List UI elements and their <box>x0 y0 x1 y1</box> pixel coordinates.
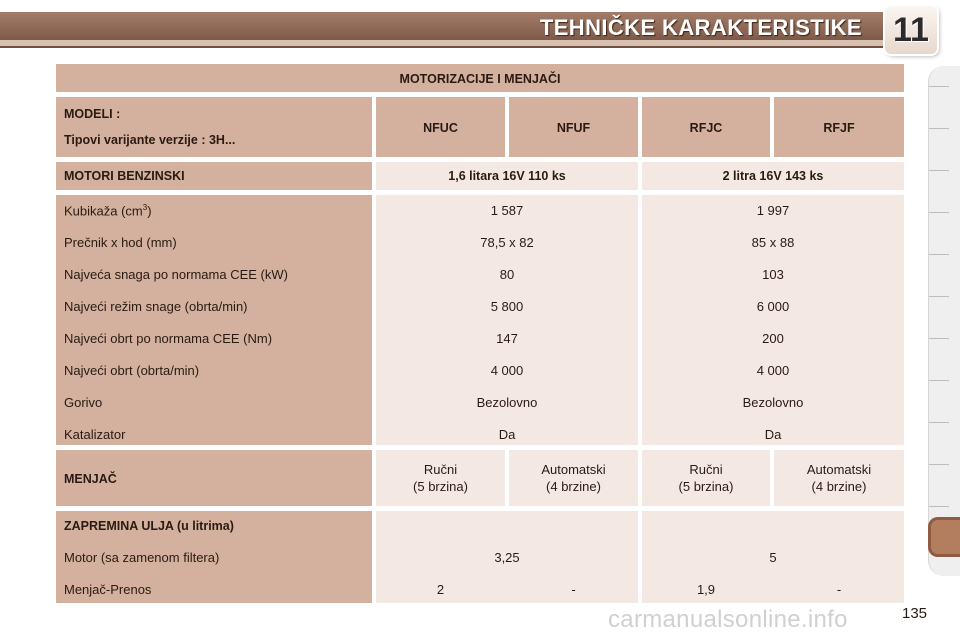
oil-engine-label: Motor (sa zamenom filtera) <box>64 550 220 565</box>
chapter-number: 11 <box>893 11 929 49</box>
gearbox-cell <box>509 450 638 506</box>
tab-divider <box>929 380 949 381</box>
spec-value: Bezolovno <box>476 395 538 410</box>
spec-value: 6 000 <box>756 299 790 314</box>
chapter-tabs <box>928 66 960 576</box>
spec-labels-cell <box>56 195 372 445</box>
gearbox-cell <box>774 450 904 506</box>
gearbox-speeds: (5 brzina) <box>413 479 468 494</box>
spec-value: 4 000 <box>756 363 790 378</box>
models-row <box>56 97 904 157</box>
engine-group-row <box>56 162 904 190</box>
model-code: RFJC <box>689 121 723 135</box>
page-header <box>0 0 960 60</box>
tab-divider <box>929 254 949 255</box>
page-title: TEHNIČKE KARAKTERISTIKE <box>539 15 862 40</box>
spec-label: Najveći režim snage (obrta/min) <box>64 299 248 314</box>
model-cell <box>509 97 638 157</box>
spec-value: 103 <box>762 267 784 282</box>
spec-values-cell <box>642 195 904 445</box>
gearbox-cell <box>376 450 505 506</box>
table-title-row <box>56 64 904 92</box>
engine-group-name: 1,6 litara 16V 110 ks <box>448 169 566 183</box>
tab-divider <box>929 464 949 465</box>
spec-value: Da <box>498 427 516 442</box>
gearbox-type: Ručni <box>423 462 458 477</box>
oil-values-cell <box>376 511 638 603</box>
spec-value: 1 587 <box>490 203 524 218</box>
tab-divider <box>929 170 949 171</box>
gearbox-speeds: (5 brzina) <box>678 479 734 494</box>
spec-value: 5 800 <box>490 299 524 314</box>
model-cell <box>774 97 904 157</box>
spec-values-cell <box>376 195 638 445</box>
gearbox-cell <box>642 450 770 506</box>
engine-specs-block <box>56 195 904 445</box>
tab-divider <box>929 422 949 423</box>
spec-value: 85 x 88 <box>751 235 795 250</box>
spec-label: Najveća snaga po normama CEE (kW) <box>64 267 288 282</box>
spec-value: Da <box>764 427 782 442</box>
engine-group-cell <box>642 162 904 190</box>
tab-divider <box>929 128 949 129</box>
superscript: 3 <box>142 203 148 212</box>
engine-group-name: 2 litra 16V 143 ks <box>722 169 824 183</box>
oil-engine-value: 5 <box>769 550 777 565</box>
model-code: NFUF <box>556 121 591 135</box>
tab-divider <box>929 296 949 297</box>
oil-values-cell <box>642 511 904 603</box>
tab-divider <box>929 338 949 339</box>
spec-label: Kubikaža $(cm^3)$ <box>64 203 152 219</box>
spec-label: Prečnik x hod (mm) <box>64 235 177 250</box>
gearbox-speeds: (4 brzine) <box>811 479 867 494</box>
gearbox-type: Ručni <box>689 462 723 477</box>
spec-label: Katalizator <box>64 427 126 442</box>
oil-gearbox-value: 2 <box>436 582 445 597</box>
tab-divider <box>929 86 949 87</box>
chapter-badge <box>885 6 937 54</box>
oil-gearbox-value: - <box>571 582 576 597</box>
oil-label: ZAPREMINA ULJA (u litrima) <box>64 519 234 533</box>
gearbox-label-cell <box>56 450 372 506</box>
model-code: NFUC <box>423 121 458 135</box>
spec-label: Najveći obrt (obrta/min) <box>64 363 200 378</box>
spec-value: 147 <box>496 331 518 346</box>
spec-value: Bezolovno <box>742 395 804 410</box>
engine-group-cell <box>376 162 638 190</box>
spec-label: Gorivo <box>64 395 103 410</box>
gearbox-row <box>56 450 904 506</box>
model-code: RFJF <box>823 121 855 135</box>
engines-label: MOTORI BENZINSKI <box>64 169 185 183</box>
spec-value: 200 <box>762 331 784 346</box>
oil-gearbox-value: 1,9 <box>696 582 716 597</box>
model-cell <box>376 97 505 157</box>
gearbox-speeds: (4 brzine) <box>546 479 601 494</box>
tab-divider <box>929 212 949 213</box>
page-number: 135 <box>902 605 928 622</box>
model-cell <box>642 97 770 157</box>
gearbox-type: Automatski <box>806 462 872 477</box>
gearbox-label: MENJAČ <box>64 472 117 486</box>
spec-label: Najveći obrt po normama CEE (Nm) <box>64 331 273 346</box>
variant-label: Tipovi varijante verzije : 3H... <box>64 133 236 147</box>
watermark: carmanualsonline.info <box>608 606 848 633</box>
spec-value: 1 997 <box>756 203 790 218</box>
active-chapter-tab[interactable] <box>928 517 960 557</box>
models-label: MODELI : <box>64 107 121 121</box>
engines-label-cell <box>56 162 372 190</box>
oil-gearbox-value: - <box>836 582 842 597</box>
gearbox-type: Automatski <box>541 462 606 477</box>
table-title: MOTORIZACIJE I MENJAČI <box>399 72 561 86</box>
models-label-cell <box>56 97 372 157</box>
oil-labels-cell <box>56 511 372 603</box>
spec-value: 80 <box>499 267 515 282</box>
tab-divider <box>929 506 949 507</box>
oil-capacity-block <box>56 511 904 603</box>
spec-value: 4 000 <box>490 363 524 378</box>
oil-gearbox-label: Menjač-Prenos <box>64 582 152 597</box>
spec-value: 78,5 x 82 <box>480 235 534 250</box>
oil-engine-value: 3,25 <box>494 550 520 565</box>
